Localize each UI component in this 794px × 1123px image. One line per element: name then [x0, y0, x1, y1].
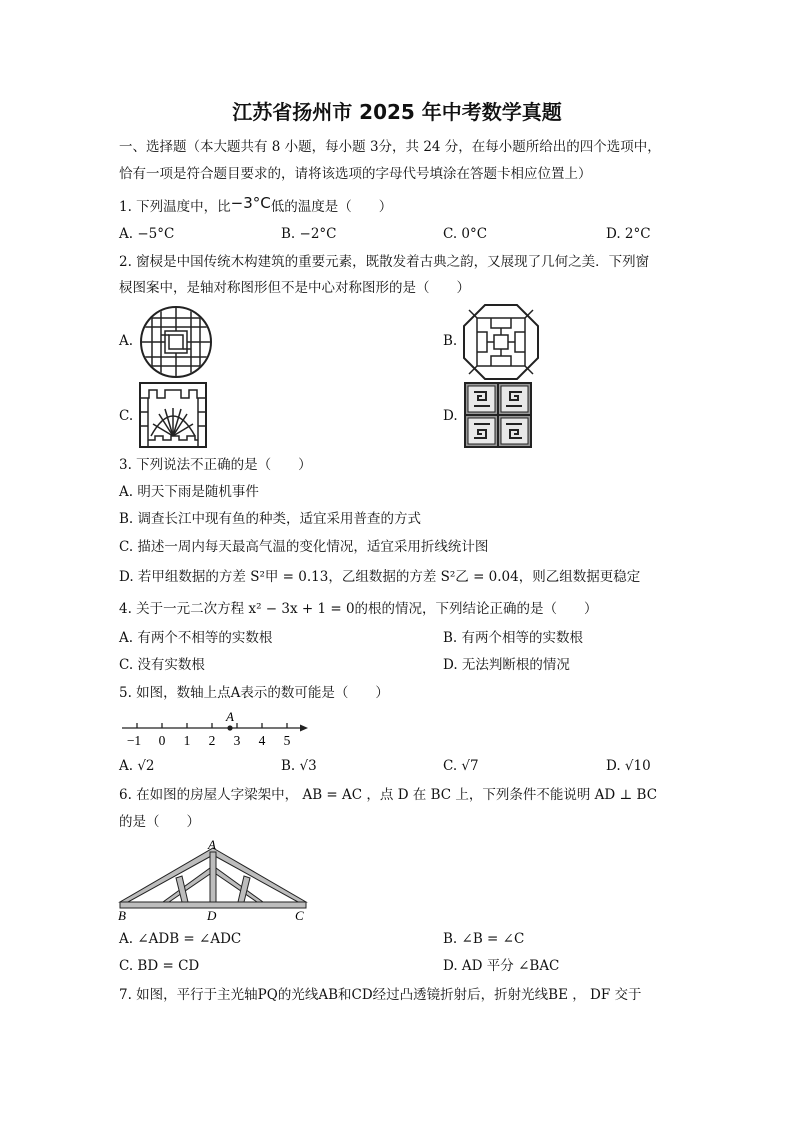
q4-option-b: B. 有两个相等的实数根 — [443, 630, 584, 646]
tick-label: 1 — [183, 733, 191, 748]
tick-label: −1 — [126, 733, 142, 748]
q1-stem-a: 1. 下列温度中，比 — [119, 199, 231, 215]
q7-stem-line1: 7. 如图，平行于主光轴PQ的光线AB和CD经过凸透镜折射后，折射光线BE ， DF 交于 — [119, 987, 642, 1003]
q6-option-a: A. ∠ADB = ∠ADC — [119, 931, 242, 947]
q5-option-d: D. √10 — [606, 758, 651, 774]
q3-option-b: B. 调查长江中现有鱼的种类，适宜采用普查的方式 — [119, 511, 422, 527]
q3-stem: 3. 下列说法不正确的是（ ） — [119, 457, 312, 473]
q1-option-c: C. 0°C — [443, 226, 488, 242]
q2-label-c: C. — [119, 408, 134, 424]
lattice-figure-a — [139, 305, 213, 379]
q6-stem-line2: 的是（ ） — [119, 814, 200, 830]
point-a-label: A — [226, 709, 234, 724]
q2-label-a: A. — [119, 333, 134, 349]
vertex-label: A — [208, 837, 216, 852]
q3-option-d: D. 若甲组数据的方差 S²甲 = 0.13，乙组数据的方差 S²乙 = 0.04，则乙组数据更稳定 — [119, 569, 641, 585]
q4-option-d: D. 无法判断根的情况 — [443, 657, 570, 673]
q1-option-a: A. −5°C — [119, 226, 175, 242]
section-intro-line1: 一、选择题（本大题共有 8 小题，每小题 3分，共 24 分，在每小题所给出的四个选项中， — [119, 139, 661, 155]
q4-stem: 4. 关于一元二次方程 x² − 3x + 1 = 0的根的情况，下列结论正确的是（ ） — [119, 601, 598, 617]
tick-label: 5 — [283, 733, 291, 748]
tick-label: 4 — [258, 733, 266, 748]
tick-label: 3 — [233, 733, 241, 748]
q2-label-b: B. — [443, 333, 458, 349]
q2-label-d: D. — [443, 408, 458, 424]
q3-option-a: A. 明天下雨是随机事件 — [119, 484, 259, 500]
q3-option-c: C. 描述一周内每天最高气温的变化情况，适宜采用折线统计图 — [119, 539, 489, 555]
q5-stem: 5. 如图，数轴上点A表示的数可能是（ ） — [119, 685, 389, 701]
vertex-label: D — [207, 908, 217, 923]
q5-option-b: B. √3 — [281, 758, 317, 774]
q6-stem-line1: 6. 在如图的房屋人字梁架中， AB = AC ，点 D 在 BC 上，下列条件不能说明 AD ⊥ BC — [119, 787, 658, 803]
q1-option-d: D. 2°C — [606, 226, 651, 242]
q2-stem-line2: 棂图案中，是轴对称图形但不是中心对称图形的是（ ） — [119, 280, 470, 296]
point-a-marker — [227, 725, 232, 730]
q4-option-a: A. 有两个不相等的实数根 — [119, 630, 273, 646]
vertex-label: C — [295, 908, 304, 923]
q1-stem — [119, 194, 393, 216]
q1-stem-b: 低的温度是（ ） — [270, 199, 393, 215]
lattice-figure-c — [139, 382, 207, 448]
lattice-figure-d — [464, 382, 532, 448]
q6-option-b: B. ∠B = ∠C — [443, 931, 525, 947]
q5-option-c: C. √7 — [443, 758, 479, 774]
lattice-figure-b — [463, 304, 539, 380]
q1-stem-value: −3°C — [230, 194, 271, 212]
q4-option-c: C. 没有实数根 — [119, 657, 205, 673]
q6-option-d: D. AD 平分 ∠BAC — [443, 958, 560, 974]
q2-stem-line1: 2. 窗棂是中国传统木构建筑的重要元素，既散发着古典之韵，又展现了几何之美．下列窗 — [119, 254, 650, 270]
page-title: 江苏省扬州市 2025 年中考数学真题 — [232, 100, 562, 124]
tick-label: 2 — [208, 733, 216, 748]
section-intro-line2: 恰有一项是符合题目要求的，请将该选项的字母代号填涂在答题卡相应位置上） — [119, 166, 592, 182]
number-line-figure — [118, 708, 318, 750]
roof-truss-figure — [116, 838, 312, 922]
q6-option-c: C. BD = CD — [119, 958, 200, 974]
q5-option-a: A. √2 — [119, 758, 155, 774]
q1-option-b: B. −2°C — [281, 226, 337, 242]
vertex-label: B — [118, 908, 126, 923]
tick-label: 0 — [158, 733, 166, 748]
